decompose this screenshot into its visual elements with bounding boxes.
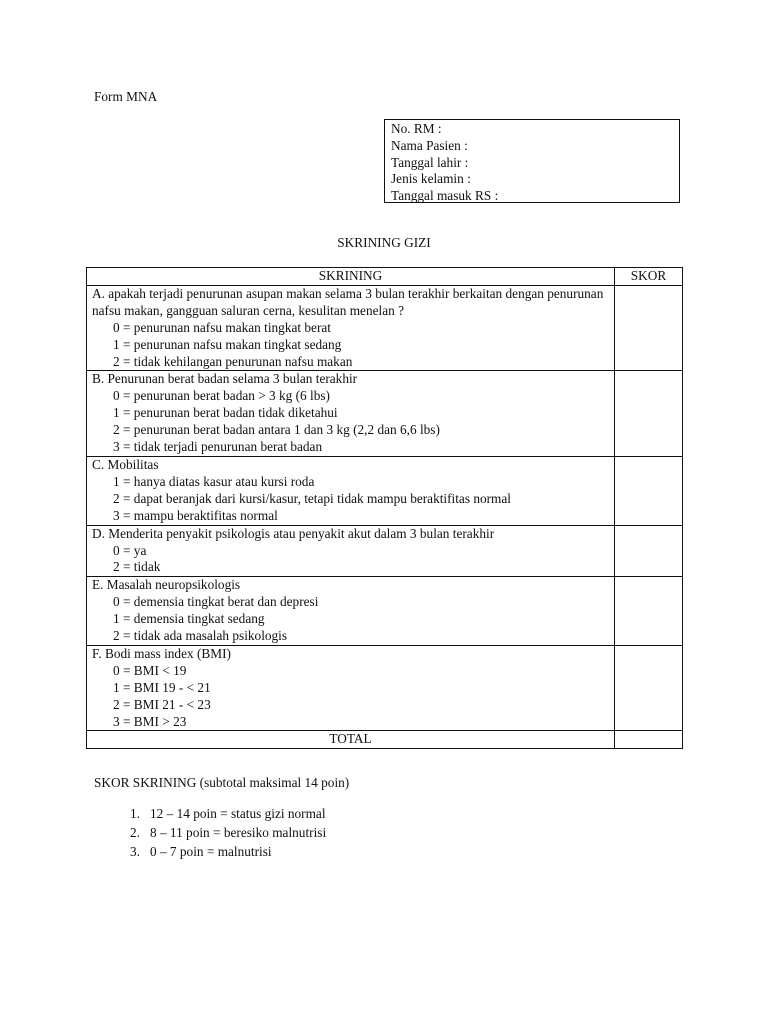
section-title: SKRINING GIZI [337, 235, 431, 250]
question-cell [87, 645, 615, 731]
question-title: B. Penurunan berat badan selama 3 bulan terakhir [92, 371, 358, 387]
question-cell [87, 525, 615, 577]
option-item: 2 = tidak [113, 559, 161, 575]
total-score-cell[interactable] [615, 731, 683, 749]
list-number: 3. [130, 844, 140, 859]
option-item: 2 = tidak kehilangan penurunan nafsu makan [113, 353, 353, 369]
level-text: 12 – 14 poin = status gizi normal [149, 806, 326, 821]
option-item: 0 = penurunan berat badan > 3 kg (6 lbs) [113, 388, 330, 404]
score-cell[interactable] [615, 577, 683, 646]
header-skor: SKOR [615, 268, 683, 286]
score-levels-list [94, 804, 326, 861]
list-number: 2. [130, 825, 140, 840]
score-cell[interactable] [615, 285, 683, 371]
table-row [87, 285, 683, 371]
table-row [87, 525, 683, 577]
question-title: C. Mobilitas [92, 456, 159, 472]
list-item [94, 823, 326, 842]
option-item: 3 = mampu beraktifitas normal [113, 507, 278, 523]
form-title: Form MNA [94, 89, 158, 104]
level-text: 0 – 7 poin = malnutrisi [149, 844, 272, 859]
table-header-row [87, 268, 683, 286]
option-item: 2 = tidak ada masalah psikologis [113, 628, 288, 644]
score-cell[interactable] [615, 456, 683, 525]
option-item: 2 = dapat beranjak dari kursi/kasur, tetapi tidak mampu beraktifitas normal [113, 490, 511, 506]
option-item: 0 = penurunan nafsu makan tingkat berat [113, 319, 331, 335]
option-item: 0 = demensia tingkat berat dan depresi [113, 594, 319, 610]
table-row [87, 456, 683, 525]
tanggal-masuk-field: Tanggal masuk RS : [391, 188, 499, 204]
question-title: E. Masalah neuropsikologis [92, 577, 241, 593]
question-cell [87, 577, 615, 646]
question-cell [87, 456, 615, 525]
table-row [87, 645, 683, 731]
score-cell[interactable] [615, 645, 683, 731]
score-cell[interactable] [615, 371, 683, 457]
option-item: 3 = BMI > 23 [113, 713, 187, 729]
header-skrining: SKRINING [87, 268, 615, 286]
option-item: 1 = demensia tingkat sedang [113, 611, 265, 627]
option-item: 3 = tidak terjadi penurunan berat badan [113, 439, 323, 455]
option-item: 1 = BMI 19 - < 21 [113, 679, 211, 695]
list-text [140, 804, 326, 823]
option-item: 0 = ya [113, 542, 147, 558]
table-row [87, 371, 683, 457]
list-number: 1. [130, 806, 140, 821]
question-title: D. Menderita penyakit psikologis atau penyakit akut dalam 3 bulan terakhir [92, 525, 495, 541]
question-title: F. Bodi mass index (BMI) [92, 645, 231, 661]
list-text [140, 823, 326, 842]
option-item: 1 = hanya diatas kasur atau kursi roda [113, 473, 315, 489]
option-item: 2 = BMI 21 - < 23 [113, 696, 211, 712]
list-item [94, 804, 326, 823]
option-item: 1 = penurunan nafsu makan tingkat sedang [113, 336, 342, 352]
question-title: A. apakah terjadi penurunan asupan makan selama 3 bulan terakhir berkaitan dengan penurunan nafsu makan, gangguan saluran cerna, kesulitan menelan ? [92, 285, 604, 318]
level-text: 8 – 11 poin = beresiko malnutrisi [149, 825, 327, 840]
list-item [94, 842, 326, 861]
question-cell [87, 285, 615, 371]
score-cell[interactable] [615, 525, 683, 577]
score-summary: SKOR SKRINING (subtotal maksimal 14 poin) [94, 775, 350, 790]
total-row [87, 731, 683, 749]
option-item: 1 = penurunan berat badan tidak diketahui [113, 405, 338, 421]
tanggal-lahir-field: Tanggal lahir : [391, 154, 469, 170]
option-item: 0 = BMI < 19 [113, 662, 187, 678]
table-row [87, 577, 683, 646]
option-item: 2 = penurunan berat badan antara 1 dan 3 kg (2,2 dan 6,6 lbs) [113, 422, 440, 438]
no-rm-field: No. RM : [391, 121, 442, 136]
list-text [140, 842, 272, 861]
nama-pasien-field: Nama Pasien : [391, 137, 468, 153]
patient-info-box [384, 119, 680, 203]
screening-table [86, 267, 683, 749]
jenis-kelamin-field: Jenis kelamin : [391, 171, 471, 187]
question-cell [87, 371, 615, 457]
total-label: TOTAL [87, 731, 615, 749]
